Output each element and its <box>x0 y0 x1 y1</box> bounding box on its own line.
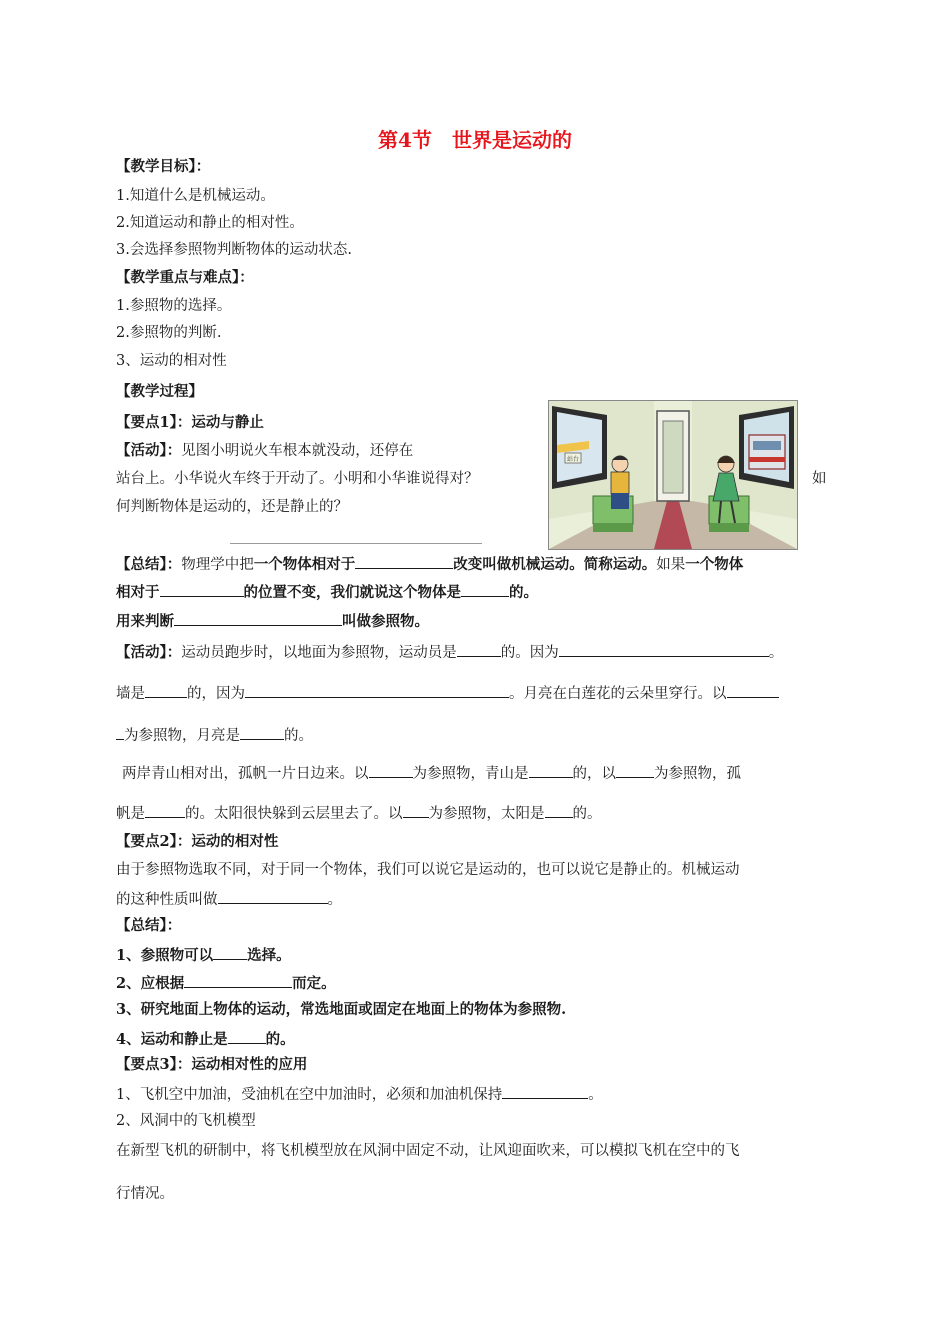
page-title <box>0 124 950 153</box>
point1-activity-tail: 如 <box>812 471 827 487</box>
point1-activity-line: 何判断物体是运动的，还是静止的？ <box>116 499 348 515</box>
point3-heading: 【要点3】：运动相对性的应用 <box>116 1056 308 1073</box>
blank <box>529 762 573 778</box>
section-number: 第4节 <box>378 128 432 152</box>
process-heading: 【教学过程】 <box>116 383 203 400</box>
blank <box>145 682 187 698</box>
station-sign-label: 站台 <box>566 456 580 463</box>
activity2-line: 墙是 的，因为 。月亮在白莲花的云朵里穿行。以 <box>116 682 779 704</box>
blank <box>727 682 779 698</box>
summary2-item: 4、运动和静止是 的。 <box>116 1028 295 1050</box>
point1-heading: 【要点1】：运动与静止 <box>116 414 264 431</box>
summary2-item: 2、应根据 而定。 <box>116 972 336 994</box>
blank <box>461 581 509 597</box>
summary2-item: 3、研究地面上物体的运动，常选地面或固定在地面上的物体为参照物. <box>116 1001 567 1018</box>
point3-paragraph: 在新型飞机的研制中，将飞机模型放在风洞中固定不动，让风迎面吹来，可以模拟飞机在空中的飞 <box>116 1143 740 1159</box>
point3-item: 1、飞机空中加油，受油机在空中加油时，必须和加油机保持 。 <box>116 1083 603 1105</box>
point1-activity-line: 【活动】：见图小明说火车根本就没动，还停在 <box>116 442 414 459</box>
summary2-heading: 【总结】： <box>116 917 182 934</box>
activity2-line: 两岸青山相对出，孤帆一片日边来。以 为参照物，青山是 的，以 为参照物，孤 <box>122 762 741 784</box>
point3-paragraph: 行情况。 <box>116 1186 174 1202</box>
keypoints-heading: 【教学重点与难点】： <box>116 269 254 286</box>
point2-paragraph: 的这种性质叫做 。 <box>116 888 342 910</box>
blank <box>502 1083 588 1099</box>
point2-paragraph: 由于参照物选取不同，对于同一个物体，我们可以说它是运动的，也可以说它是静止的。机械运动 <box>116 862 740 878</box>
activity2-line: 帆是 的。太阳很快躲到云层里去了。以 为参照物，太阳是 的。 <box>116 802 602 824</box>
point2-heading: 【要点2】：运动的相对性 <box>116 833 279 850</box>
activity2-line: 【活动】：运动员跑步时，以地面为参照物，运动员是 的。因为 。 <box>116 641 783 663</box>
blank <box>174 610 342 626</box>
section-title: 世界是运动的 <box>451 128 572 152</box>
keypoint-item: 2.参照物的判断. <box>116 325 222 341</box>
blank <box>245 682 509 698</box>
activity2-line: 为参照物，月亮是 的。 <box>116 724 313 746</box>
objective-item: 3.会选择参照物判断物体的运动状态. <box>116 242 352 258</box>
answer-line <box>230 543 482 544</box>
blank <box>403 802 429 818</box>
blank <box>228 1028 266 1044</box>
objective-item: 1.知道什么是机械运动。 <box>116 188 275 204</box>
keypoint-item: 3、运动的相对性 <box>116 353 227 369</box>
summary1-line: 【总结】：物理学中把一个物体相对于 改变叫做机械运动。简称运动。如果一个物体 <box>116 553 743 575</box>
keypoint-item: 1.参照物的选择。 <box>116 298 232 314</box>
blank <box>145 802 185 818</box>
blank <box>457 641 501 657</box>
blank <box>184 972 292 988</box>
blank <box>355 553 453 569</box>
train-illustration <box>548 400 798 550</box>
blank <box>545 802 573 818</box>
blank <box>213 944 247 960</box>
blank <box>559 641 769 657</box>
objective-item: 2.知道运动和静止的相对性。 <box>116 215 304 231</box>
blank <box>616 762 654 778</box>
point3-item: 2、风洞中的飞机模型 <box>116 1113 256 1129</box>
blank <box>218 888 328 904</box>
blank <box>240 724 284 740</box>
blank <box>369 762 413 778</box>
blank <box>116 724 124 740</box>
blank <box>160 581 244 597</box>
summary1-line: 用来判断 叫做参照物。 <box>116 610 429 632</box>
point1-activity-line: 站台上。小华说火车终于开动了。小明和小华谁说得对？ <box>116 471 479 487</box>
objectives-heading: 【教学目标】： <box>116 158 211 175</box>
summary2-item: 1、参照物可以 选择。 <box>116 944 291 966</box>
train-carriage-image <box>549 401 797 549</box>
summary1-line: 相对于 的位置不变，我们就说这个物体是 的。 <box>116 581 538 603</box>
